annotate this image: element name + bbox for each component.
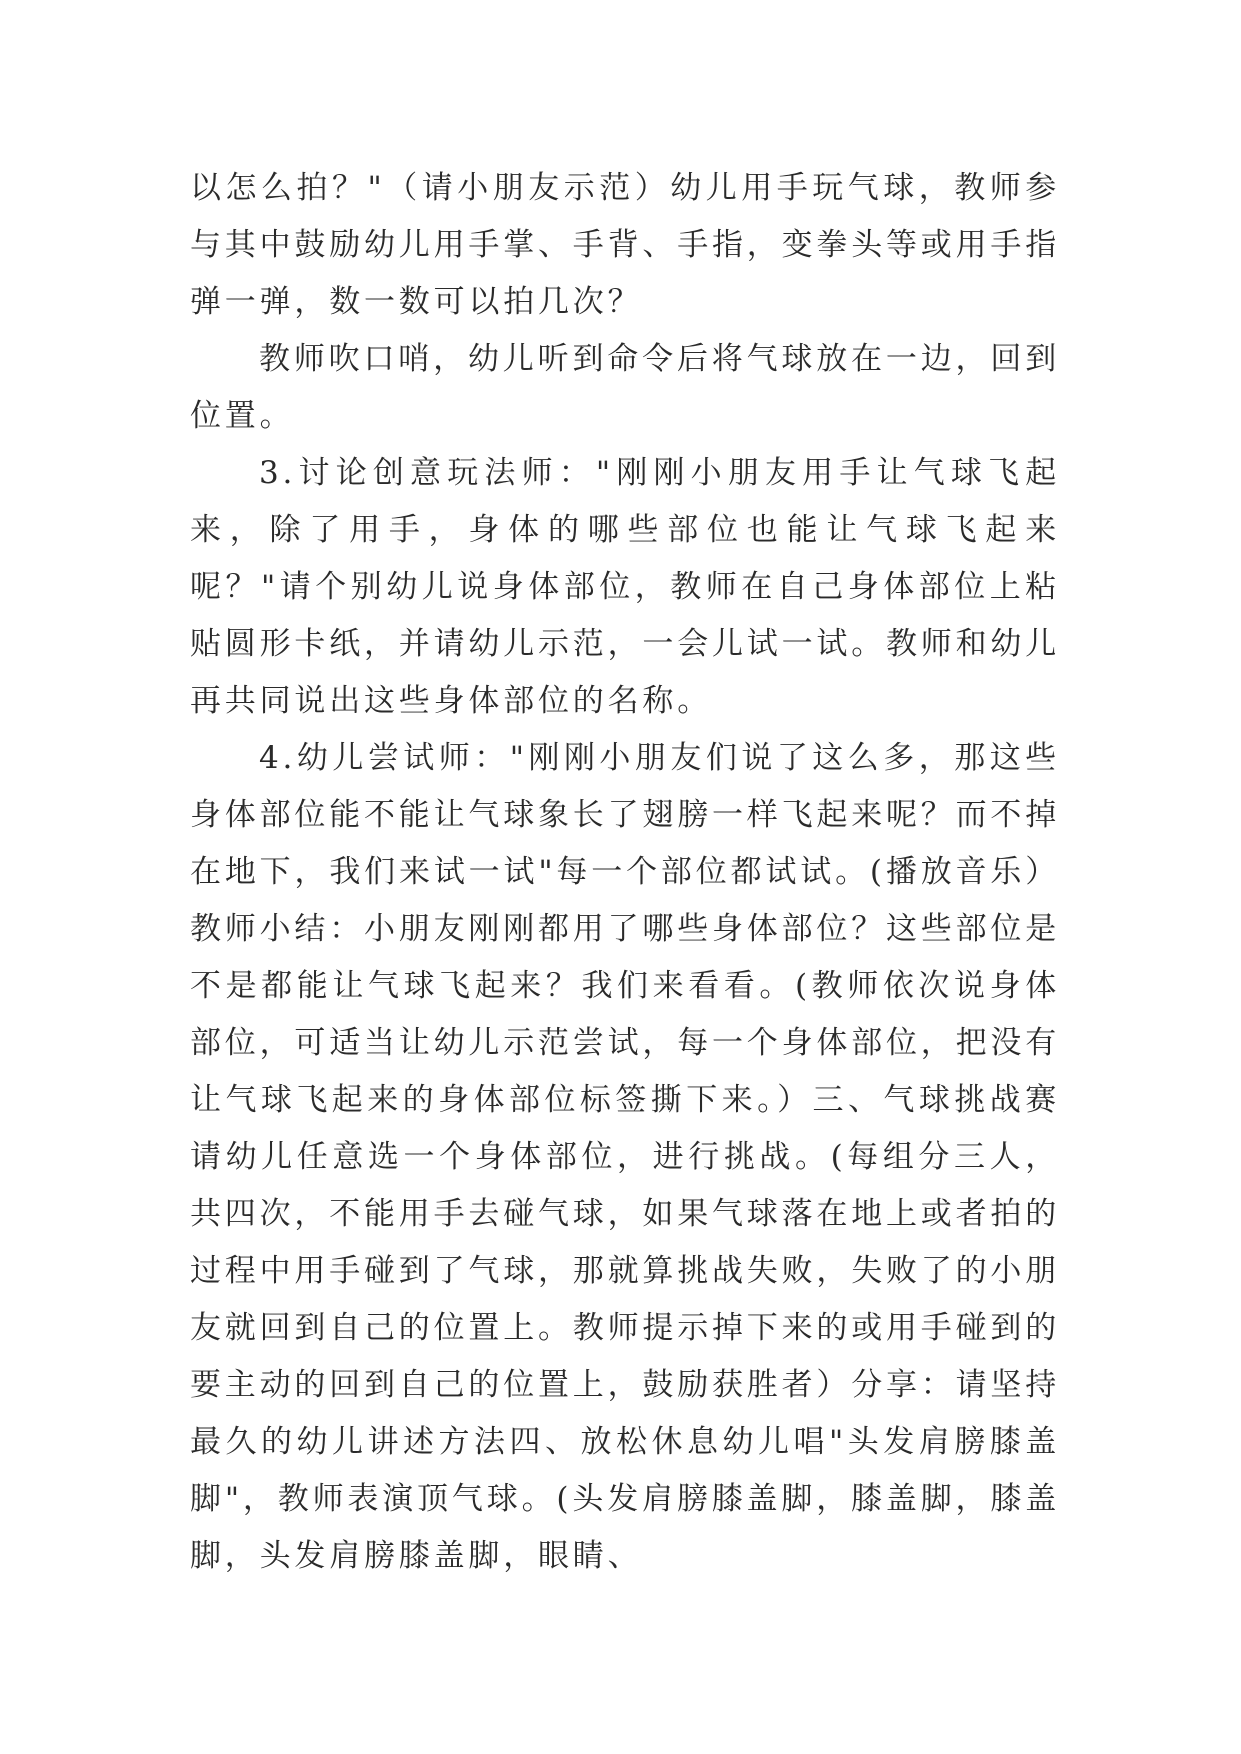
paragraph-2: 教师吹口哨，幼儿听到命令后将气球放在一边，回到位置。: [190, 341, 1060, 434]
document-body: [190, 160, 1060, 1585]
paragraph-3: 3.讨论创意玩法师："刚刚小朋友用手让气球飞起来，除了用手，身体的哪些部位也能让气球飞起来呢？"请个别幼儿说身体部位，教师在自己身体部位上粘贴圆形卡纸，并请幼儿示范，一会儿试一试。教师和幼儿再共同说出这些身体部位的名称。: [190, 455, 1060, 719]
paragraph-1: 以怎么拍？"（请小朋友示范）幼儿用手玩气球，教师参与其中鼓励幼儿用手掌、手背、手指，变拳头等或用手指弹一弹，数一数可以拍几次？: [190, 170, 1060, 320]
paragraph-4: 4.幼儿尝试师："刚刚小朋友们说了这么多，那这些身体部位能不能让气球象长了翅膀一样飞起来呢？而不掉在地下，我们来试一试"每一个部位都试试。(播放音乐）教师小结：小朋友刚刚都用了哪些身体部位？这些部位是不是都能让气球飞起来？我们来看看。(教师依次说身体部位，可适当让幼儿示范尝试，每一个身体部位，把没有让气球飞起来的身体部位标签撕下来。）三、气球挑战赛请幼儿任意选一个身体部位，进行挑战。(每组分三人，共四次，不能用手去碰气球，如果气球落在地上或者拍的过程中用手碰到了气球，那就算挑战失败，失败了的小朋友就回到自己的位置上。教师提示掉下来的或用手碰到的要主动的回到自己的位置上，鼓励获胜者）分享：请坚持最久的幼儿讲述方法四、放松休息幼儿唱"头发肩膀膝盖脚"，教师表演顶气球。(头发肩膀膝盖脚，膝盖脚，膝盖脚，头发肩膀膝盖脚，眼睛、: [190, 740, 1060, 1574]
